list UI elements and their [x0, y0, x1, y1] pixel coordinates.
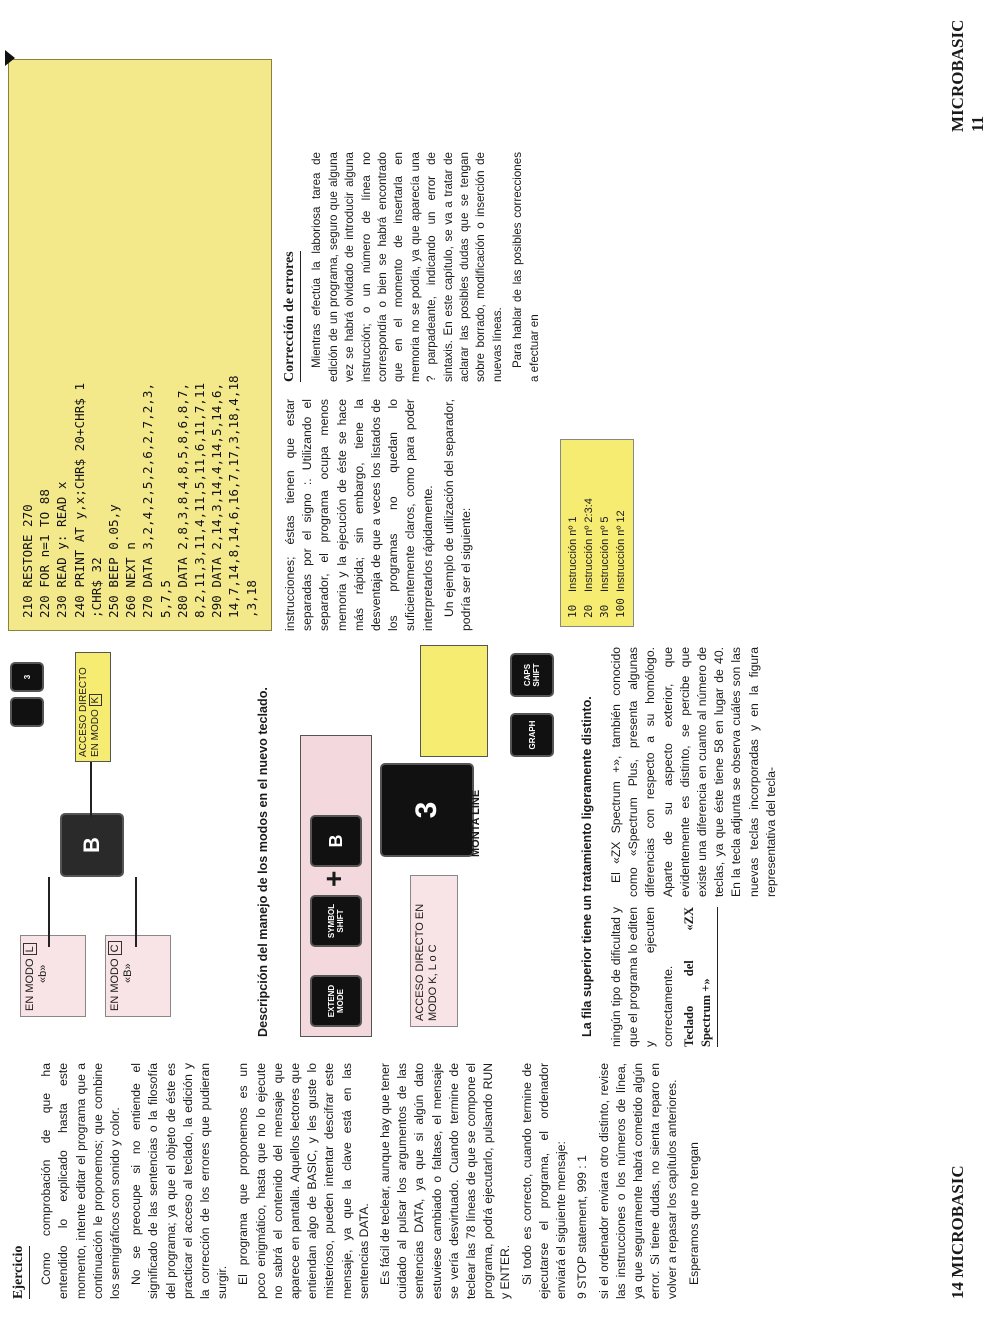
table-row: 100Instrucción nº 12 — [614, 510, 627, 618]
monta-line-key: 3 — [380, 763, 474, 857]
acceso-directo-klc-box: ACCESO DIRECTO EN MODO K, L o C — [410, 875, 458, 1027]
paragraph: instrucciones; éstas tienen que estar separadas por el signo :. Utilizando el separador, el programa ocupa menos memoria y la ejecución de éste se hace más rápida; sin embargo, tiene la desventaja de que a veces los listados de los programas no quedan lo suficientemente claros, como para poder interpretarlos rápidamente. — [283, 399, 435, 631]
table-row: 20Instrucción nº 2:3:4 — [582, 498, 595, 618]
paragraph: Es fácil de teclear, aunque hay que tener cuidado al pulsar los argumentos de las sentencias DATA, ya que si algún dato estuviese cambiado o faltase, el mensaje se vería desvirtuado. Cuando termine de teclear las 78 líneas de que se compone el programa, podrá ejecutarlo, pulsando RUN y ENTER. — [378, 1063, 513, 1299]
paragraph: Mientras efectúa la laboriosa tarea de edición de un programa, seguro que alguna vez se habrá olvidado de introducir alguna instrucción; o un número de línea no correspondía o bien se habrá encontrado que en el momento de insertarla en memoria no se podía, ya que aparecía una ? parpadeante, indicando un error de sintaxis. En este capítulo, se va a tratar de aclarar las posibles dudas que se tengan sobre borrado, modificación o inserción de nuevas líneas. — [310, 152, 504, 382]
graph-key: GRAPH — [510, 713, 554, 757]
paragraph: 9 STOP statement, 999 : 1 — [575, 1155, 590, 1299]
monta-line-label: MONTA LINE — [470, 789, 482, 857]
errors-heading: Corrección de errores — [282, 251, 301, 382]
paragraph: Un ejemplo de utilización del separador, podría ser el siguiente: — [441, 399, 474, 631]
extend-mode-key: EXTEND MODE — [310, 975, 362, 1027]
paragraph: si el ordenador enviara otro distinto, revise las instrucciones o los números de línea, ya que seguramente habrá cometido algún error. Si tiene dudas, no sienta reparo en volver a repasar los capítulos anteriores. — [596, 1063, 680, 1299]
plus-sign: + — [318, 870, 349, 887]
b-key-big: B — [60, 813, 124, 877]
table-row: 10Instrucción nº 1 — [566, 516, 579, 618]
listing-code: 210 RESTORE 270 220 FOR n=1 TO 88 230 READ y: READ x 240 PRINT AT y,x;CHR$ 20+CHR$ 1 ;CHR$ 32 250 BEEP 0.05,y 260 NEXT n 270 DATA 3,2,4,2,5,2,6,2,7,2,3, 5,7,5 280 DATA 2,8,3,8,4,8,5,8,6,8,7, 8,2,11,3,11,4,11,5,11,6,11,7,11 290 DATA 2,14,3,14,4,14,5,14,6, 14,7,14,8,14,6,16,7,17,3,18,4,18 ,3,18 — [20, 375, 259, 618]
paragraph: Para hablar de las posibles correcciones a efectuar en — [511, 152, 541, 382]
paragraph: ningún tipo de dificultad y que el programa lo editen y ejecuten correctamente. — [609, 907, 675, 1047]
symbol-shift-key: SYMBOL SHIFT — [310, 895, 362, 947]
modo-l-box: EN MODO L «b» — [20, 935, 86, 1017]
paragraph: El «ZX Spectrum +», también conocido como «Spectrum Plus, presenta algunas diferencias con respecto a su homólogo. Aparte de su aspecto exterior, que evidentemente es distinto, se percibe que existe una diferencia en cuanto al número de teclas, ya que éste tiene 58 en lugar de 40. En la tecla adjunta se observa cuáles son las nuevas teclas incorporadas y en la figura representativa del tecla- — [609, 647, 778, 897]
paragraph: Esperamos que no tengan — [686, 1142, 701, 1285]
left-footer: 14 MICROBASIC — [948, 1165, 967, 1299]
b-key: B — [310, 815, 362, 867]
right-column-errors — [282, 152, 547, 382]
diagram-caption-2: La fila superior tiene un tratamiento ligeramente distinto. — [580, 696, 594, 1037]
teclado-heading: Teclado del «ZX Spectrum +» — [681, 907, 718, 1047]
paragraph: El programa que proponemos es un poco enigmático, hasta que no lo ejecute no sabrá el contenido del mensaje que aparece en pantalla. Aquellos lectores que entiendan algo de BASIC, y les guste lo misterioso, pueden intentar descifrar este mensaje, ya que la clave está en las sentencias DATA. — [236, 1063, 371, 1299]
modo-c-box: EN MODO C «B» — [105, 935, 171, 1017]
paragraph: Como comprobación de que ha entendido lo explicado hasta este momento, intente editar el programa que a continuación le proponemos; que combine los semigráficos con sonido y color. — [39, 1063, 123, 1299]
diagram-caption-1: Descripción del manejo de los modos en el nuevo teclado. — [256, 687, 270, 1037]
caps-shift-key: CAPS SHIFT — [510, 653, 554, 697]
table-row: 30Instrucción nº 5 — [598, 516, 611, 618]
acceso-directo-k-box: ACCESO DIRECTO EN MODO K — [75, 652, 111, 762]
exercise-heading: Ejercicio — [10, 1246, 30, 1299]
three-key: 3 — [10, 662, 44, 692]
right-footer: MICROBASIC 11 — [948, 19, 987, 132]
paragraph: Si todo es correcto, cuando termine de ejecutarse el programa, el ordenador enviará el siguiente mensaje: — [519, 1063, 569, 1299]
paragraph: No se preocupe si no entiende el significado de las sentencias o la filosofía del programa; ya que el objeto de éste es practicar el acceso al teclado, la edición y la corrección de los errores que pudieran surgir. — [129, 1063, 230, 1299]
